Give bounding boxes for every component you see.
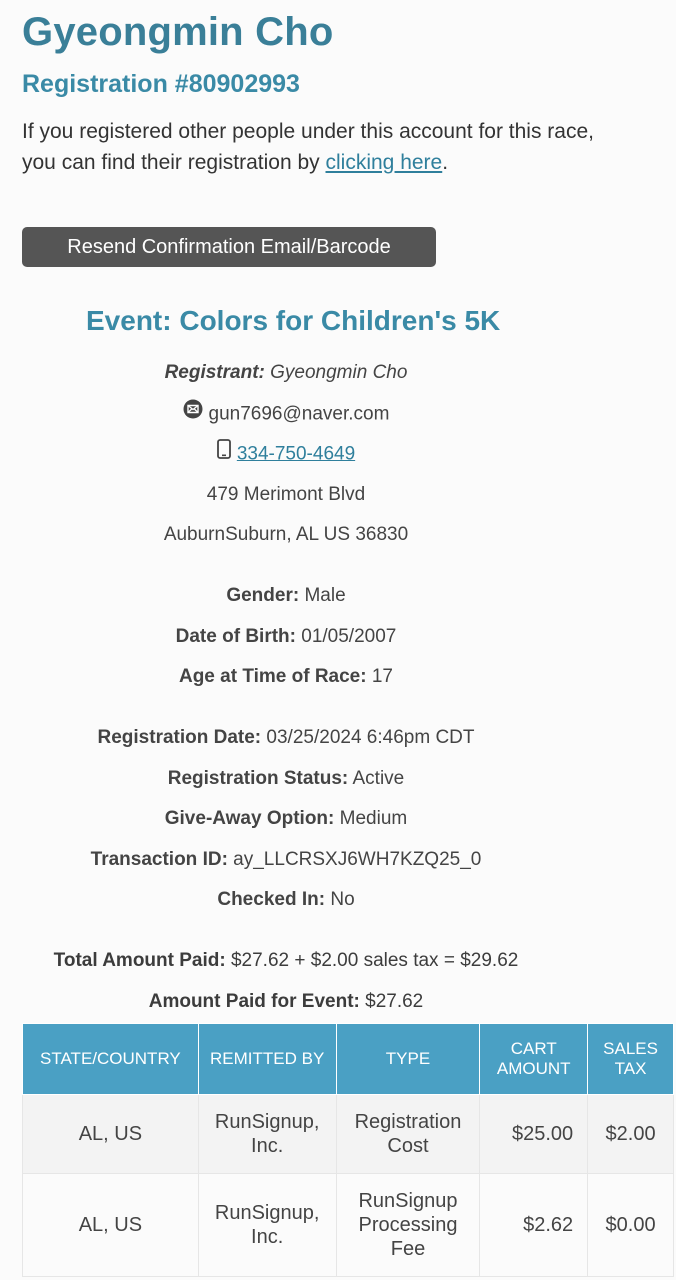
table-cell: $25.00	[480, 1095, 588, 1174]
event-paid-value: $27.62	[365, 990, 424, 1012]
registration-date-line	[0, 718, 572, 759]
registration-date-label: Registration Date:	[97, 727, 262, 748]
personal-info	[0, 576, 572, 698]
resend-confirmation-button[interactable]: Resend Confirmation Email/Barcode	[22, 227, 436, 267]
table-cell: Registration Cost	[336, 1095, 480, 1174]
intro-text	[22, 116, 612, 178]
event-title: Event: Colors for Children's 5K	[86, 305, 501, 336]
registrant-label: Registrant:	[164, 362, 265, 383]
table-cell: RunSignup, Inc.	[198, 1174, 336, 1277]
table-cell: $2.00	[588, 1095, 674, 1174]
column-header: SALES TAX	[588, 1024, 674, 1095]
dob-line	[0, 617, 572, 658]
email-value: gun7696@naver.com	[208, 402, 390, 424]
registration-status-label: Registration Status:	[167, 767, 349, 789]
registrant-contact	[0, 353, 572, 556]
total-paid-line	[0, 941, 572, 982]
sales-tax-table	[22, 1023, 674, 1277]
table-cell: $0.00	[588, 1174, 674, 1277]
transaction-id-line	[0, 840, 572, 881]
dob-label: Date of Birth:	[175, 625, 296, 647]
column-header: REMITTED BY	[198, 1024, 336, 1095]
age-value: 17	[371, 666, 393, 687]
table-row	[23, 1174, 674, 1277]
table-row	[23, 1095, 674, 1174]
registration-date-value: 03/25/2024 6:46pm CDT	[266, 727, 475, 748]
total-paid-label: Total Amount Paid:	[53, 950, 226, 971]
table-cell: RunSignup, Inc.	[198, 1095, 336, 1174]
table-header-row	[23, 1024, 674, 1095]
intro-text-end: .	[442, 151, 449, 174]
address-line-2: AuburnSuburn, AL US 36830	[163, 524, 409, 545]
registration-status-line	[0, 759, 572, 800]
table-cell: RunSignup Processing Fee	[336, 1174, 480, 1277]
table-cell: AL, US	[23, 1174, 199, 1277]
transaction-id-value: ay_LLCRSXJ6WH7KZQ25_0	[233, 848, 482, 870]
gender-label: Gender:	[226, 585, 300, 606]
giveaway-value: Medium	[339, 808, 408, 829]
age-line	[0, 657, 572, 698]
event-paid-line	[0, 982, 572, 1023]
giveaway-label: Give-Away Option:	[164, 808, 335, 829]
address-line-1: 479 Merimont Blvd	[206, 483, 366, 505]
registrant-name-heading: Gyeongmin Cho	[22, 10, 334, 54]
column-header: STATE/COUNTRY	[23, 1024, 199, 1095]
gender-value: Male	[304, 585, 346, 606]
event-paid-label: Amount Paid for Event:	[148, 990, 360, 1012]
total-paid-value: $27.62 + $2.00 sales tax = $29.62	[230, 950, 519, 971]
envelope-icon	[183, 394, 203, 435]
table-cell: $2.62	[480, 1174, 588, 1277]
checked-in-value: No	[330, 889, 355, 910]
column-header: CART AMOUNT	[480, 1024, 588, 1095]
payment-summary	[0, 941, 572, 1022]
phone-link[interactable]: 334-750-4649	[236, 443, 356, 465]
gender-line	[0, 576, 572, 617]
age-label: Age at Time of Race:	[178, 666, 367, 687]
registration-number: Registration #80902993	[22, 70, 300, 98]
dob-value: 01/05/2007	[301, 625, 397, 647]
registration-status-value: Active	[352, 767, 405, 789]
mobile-phone-icon	[217, 434, 231, 475]
column-header: TYPE	[336, 1024, 480, 1095]
transaction-id-label: Transaction ID:	[90, 848, 228, 870]
giveaway-line	[0, 799, 572, 840]
checked-in-label: Checked In:	[217, 889, 326, 910]
registration-info	[0, 718, 572, 921]
phone-line	[0, 434, 572, 475]
email-line	[0, 394, 572, 435]
table-cell: AL, US	[23, 1095, 199, 1174]
intro-text-body: If you registered other people under this account for this race, you can find their registration by	[22, 120, 594, 174]
checked-in-line	[0, 880, 572, 921]
registrant-value: Gyeongmin Cho	[270, 362, 408, 383]
registrant-line	[0, 353, 572, 394]
other-registrations-link[interactable]: clicking here	[325, 151, 443, 174]
